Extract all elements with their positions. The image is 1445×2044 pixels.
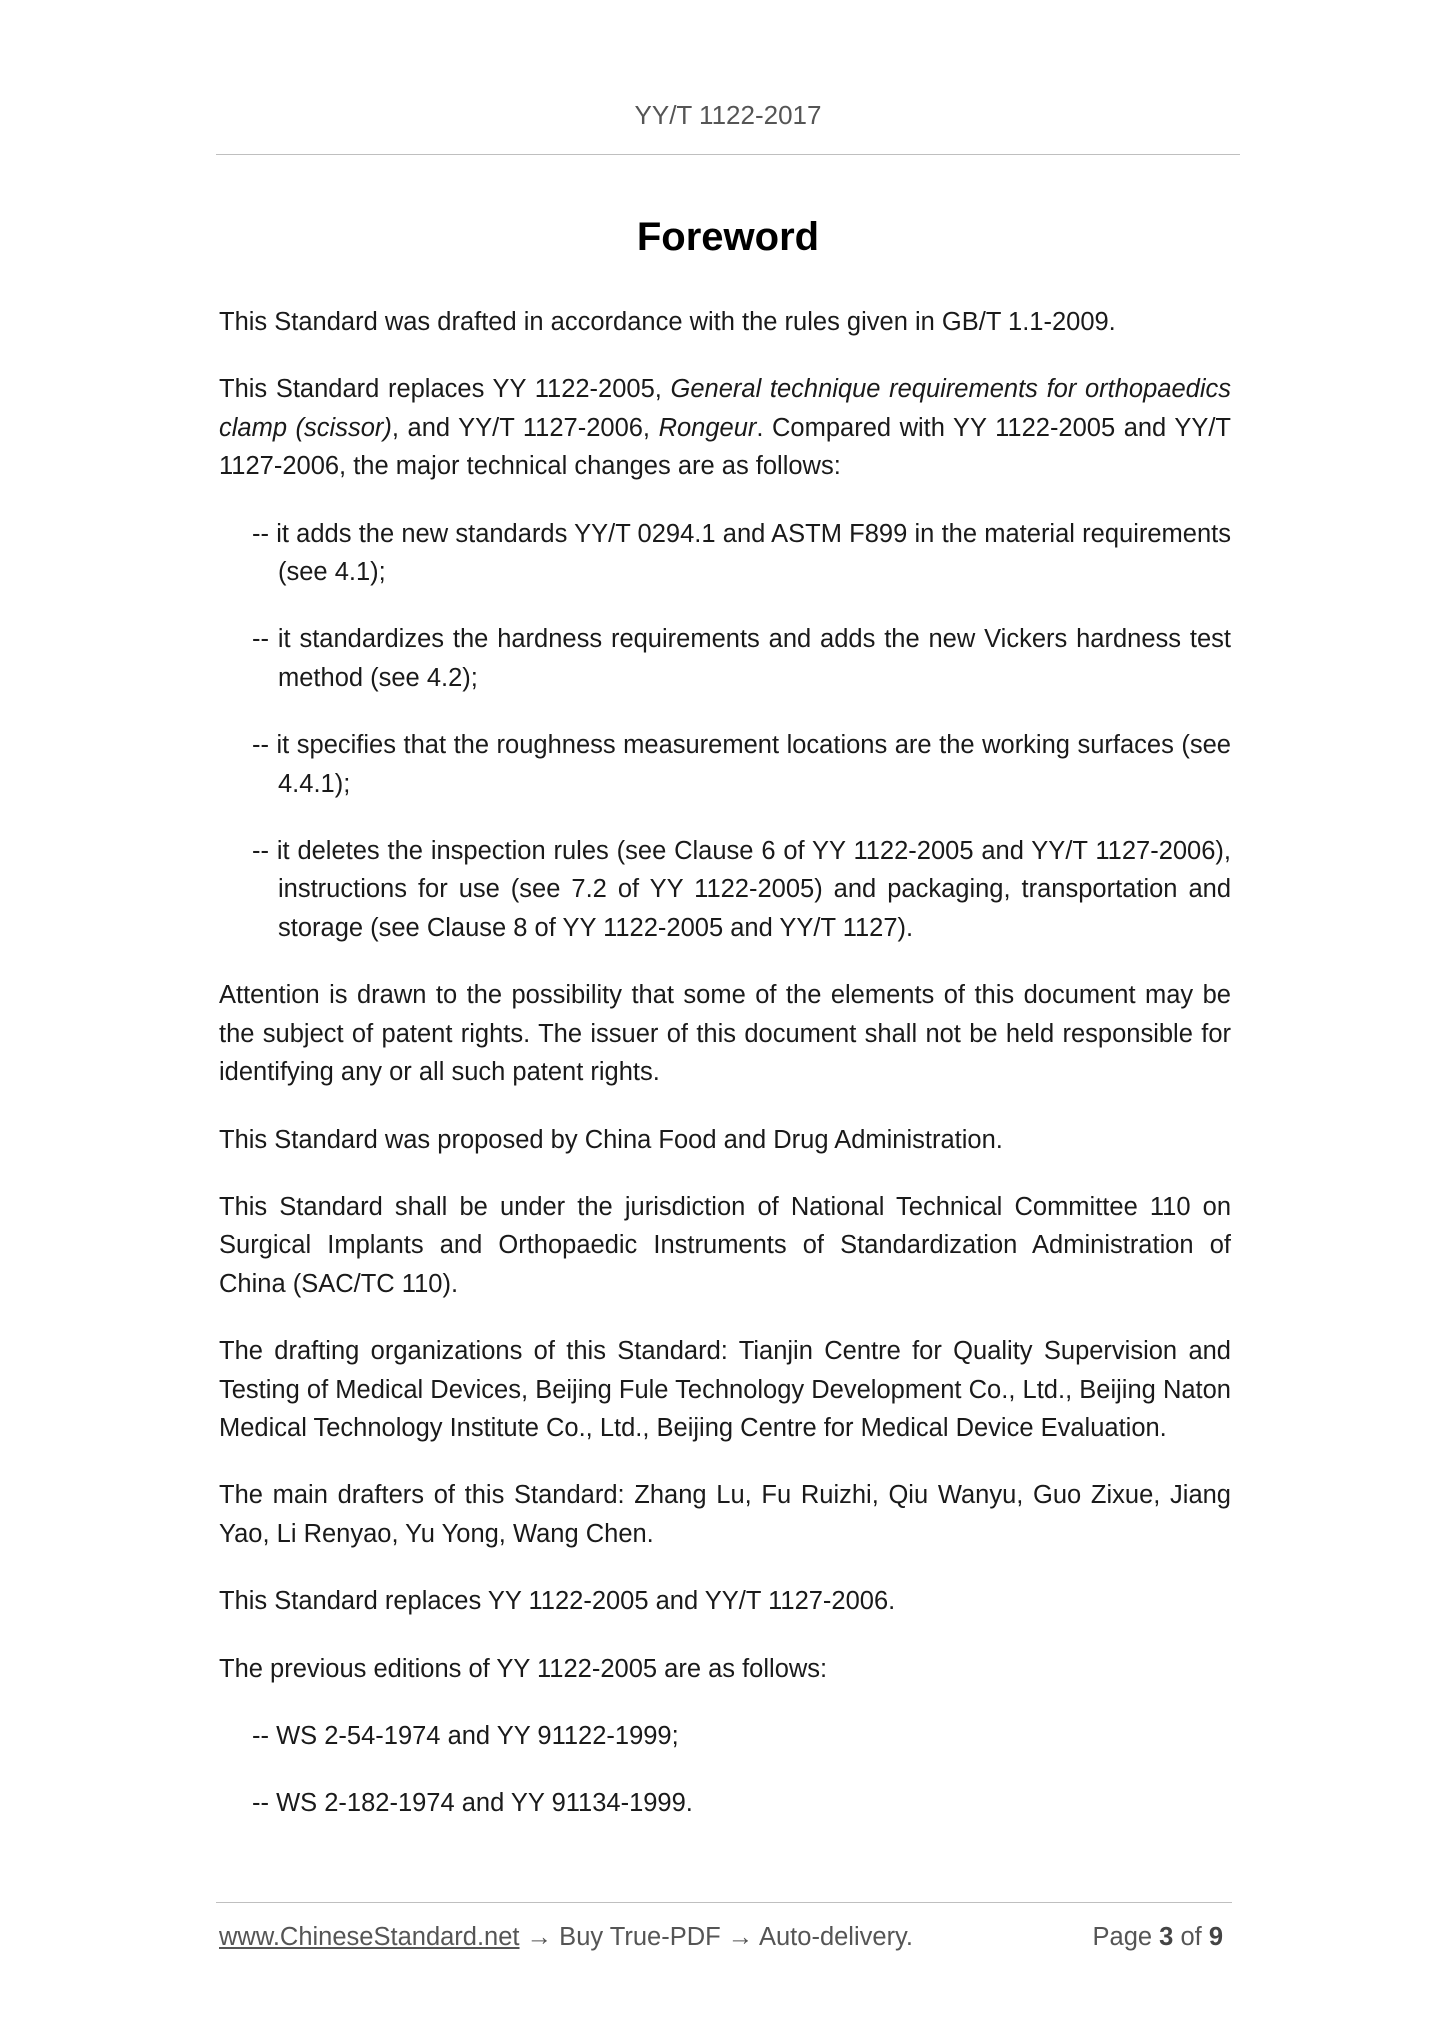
replaces-text-c: , and YY/T 1127-2006,: [391, 413, 659, 442]
list-item-edition-2: -- WS 2-182-1974 and YY 91134-1999.: [252, 1789, 693, 1818]
paragraph-replaces: [219, 370, 1231, 485]
replaces-text-e: . Compared with YY 1122-2005 and YY/T 1127-2006, the major technical changes are as follows:: [219, 413, 1231, 481]
paragraph-drafting-rules: This Standard was drafted in accordance with the rules given in GB/T 1.1-2009.: [219, 308, 1116, 336]
header-divider: [216, 154, 1240, 155]
replaces-text-a: This Standard replaces YY 1122-2005,: [219, 375, 671, 404]
page-word: Page: [1092, 1923, 1153, 1951]
foreword-body: [219, 303, 1231, 1852]
paragraph-drafting-organizations: The drafting organizations of this Standard: Tianjin Centre for Quality Supervision and Testing of Medical Devices, Beijing Fule Technology Development Co., Ltd., Beijing Naton Medical Technology Institute Co., Ltd., Beijing Centre for Medical Device Evaluation.: [219, 1337, 1231, 1442]
footer-divider: [216, 1902, 1232, 1903]
page-number: 3: [1159, 1923, 1174, 1951]
website-link[interactable]: www.ChineseStandard.net: [219, 1923, 520, 1951]
page-indicator: [1093, 1920, 1224, 1954]
paragraph-replaces-summary: This Standard replaces YY 1122-2005 and YY/T 1127-2006.: [219, 1587, 896, 1616]
paragraph-patent-notice: Attention is drawn to the possibility that some of the elements of this document may be the subject of patent rights. The issuer of this document shall not be held responsible for identifying any or all such patent rights.: [219, 981, 1231, 1087]
list-item-change-2: -- it standardizes the hardness requirements and adds the new Vickers hardness test method (see 4.2);: [252, 625, 1231, 692]
page-total: 9: [1208, 1923, 1223, 1951]
replaced-standard-title-1: General technique requirements for orthopaedics clamp (scissor): [219, 375, 1231, 442]
page-title: Foreword: [636, 215, 820, 259]
of-word: of: [1180, 1923, 1202, 1951]
list-item-edition-1: -- WS 2-54-1974 and YY 91122-1999;: [252, 1721, 679, 1750]
paragraph-main-drafters: The main drafters of this Standard: Zhang Lu, Fu Ruizhi, Qiu Wanyu, Guo Zixue, Jiang Yao, Li Renyao, Yu Yong, Wang Chen.: [219, 1481, 1231, 1548]
footer-tagline: → Buy True-PDF → Auto-delivery.: [519, 1923, 913, 1951]
list-item-change-1: -- it adds the new standards YY/T 0294.1 and ASTM F899 in the material requirements (see 4.1);: [252, 519, 1231, 587]
replaced-standard-title-2: Rongeur: [658, 413, 757, 442]
running-header: YY/T 1122-2017: [634, 100, 822, 130]
list-item-change-3: -- it specifies that the roughness measurement locations are the working surfaces (see 4.4.1);: [252, 731, 1231, 798]
list-item-change-4: -- it deletes the inspection rules (see Clause 6 of YY 1122-2005 and YY/T 1127-2006), instructions for use (see 7.2 of YY 1122-2005) and packaging, transportation and storage (see Clause 8 of YY 1122-2005 and YY/T 1127).: [252, 837, 1231, 942]
paragraph-proposed-by: This Standard was proposed by China Food and Drug Administration.: [219, 1125, 1003, 1154]
paragraph-previous-editions: The previous editions of YY 1122-2005 are as follows:: [219, 1654, 828, 1683]
page-footer: [219, 1920, 1229, 1954]
paragraph-jurisdiction: This Standard shall be under the jurisdiction of National Technical Committee 110 on Surgical Implants and Orthopaedic Instruments of Standardization Administration of China (SAC/TC 110).: [219, 1192, 1231, 1298]
